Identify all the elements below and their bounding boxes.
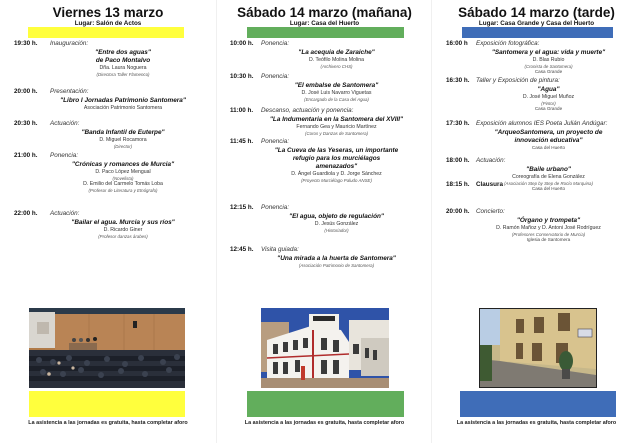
- event-speaker: D. Emilio del Carmelo Tomás Loba: [83, 181, 163, 188]
- event-item: [0, 40, 216, 77]
- event-title: "ArqueoSantomera, un proyecto de: [494, 129, 603, 136]
- event-header: [217, 204, 432, 213]
- event-title: "Libro I Jornadas Patrimonio Santomera": [60, 97, 186, 104]
- event-role: (Pintor): [541, 100, 556, 106]
- event-time: 16:00 h: [446, 40, 468, 47]
- color-bar-blue: [460, 391, 616, 417]
- event-item: [432, 181, 640, 190]
- event-speaker: D. Blas Rubio: [532, 57, 565, 63]
- column-sabado-manana: [216, 0, 432, 443]
- color-band-green: [247, 27, 404, 38]
- event-speaker: D. Miguel Rocamora: [99, 137, 147, 143]
- event-speaker: Fernando Gea y Mauricio Martínez: [296, 124, 377, 130]
- event-role: (Novelista): [112, 175, 134, 181]
- event-item: [217, 40, 432, 69]
- day-title: Sábado 14 marzo (tarde): [458, 5, 615, 20]
- event-time: 16:30 h.: [446, 77, 470, 84]
- event-item: [432, 208, 640, 243]
- event-time: 12:15 h.: [230, 204, 254, 211]
- event-header: [432, 120, 640, 129]
- event-speaker: D. José Luis Navarro Viguetas: [301, 90, 372, 96]
- event-header: [0, 152, 216, 161]
- event-venue: Casa Grande: [534, 69, 563, 75]
- event-header: [432, 181, 640, 190]
- event-speaker: Coreografía de Elena González: [512, 174, 585, 180]
- event-title: "El embalse de Santomera": [294, 82, 379, 89]
- photo-auditorium: [29, 308, 185, 388]
- event-speaker: D. Paco López Mengual: [95, 169, 151, 175]
- event-title: "Agua": [537, 86, 560, 93]
- event-time: 20:00 h.: [14, 88, 38, 95]
- footer-note: La asistencia a las jornadas es gratuita, hasta completar aforo: [456, 420, 617, 426]
- color-bar-yellow: [29, 391, 185, 417]
- event-speaker: D. Ramón Mañoz y D. Antoni José Rodríguez: [496, 225, 601, 231]
- column-sabado-tarde: [431, 0, 640, 443]
- event-type: Ponencia:: [261, 73, 290, 80]
- event-item: [217, 246, 432, 269]
- event-role: (Archivero CHS): [320, 63, 353, 69]
- event-item: [217, 107, 432, 136]
- photo-casa-grande: [479, 308, 597, 388]
- event-type: Actuación:: [476, 157, 506, 164]
- event-role: (Proyecto Murciélago Paludo ANSE): [301, 177, 372, 183]
- day-title: Viernes 13 marzo: [52, 5, 164, 20]
- event-title: "Entre dos aguas": [95, 49, 151, 56]
- event-title: "Una mirada a la huerta de Santomera": [277, 255, 396, 262]
- event-type: Exposición fotográfica:: [476, 40, 540, 47]
- event-type: Ponencia:: [261, 138, 290, 145]
- event-role: (Historiador): [324, 227, 349, 233]
- event-title: "La acequia de Zaraiche": [298, 49, 375, 56]
- event-title: "La Indumentaria en la Santomera del XVIII": [269, 116, 404, 123]
- event-item: [0, 88, 216, 112]
- event-time: 22:00 h.: [14, 210, 38, 217]
- event-time: 18:15 h.: [446, 181, 470, 188]
- event-time: 10:30 h.: [230, 73, 254, 80]
- column-viernes: [0, 0, 216, 443]
- event-type: Descanso, actuación y ponencia:: [261, 107, 354, 114]
- event-header: [217, 246, 432, 255]
- color-band-yellow: [28, 27, 184, 38]
- event-title: "Banda Infantil de Euterpe": [81, 129, 165, 136]
- event-item: [432, 120, 640, 151]
- event-header: [0, 210, 216, 219]
- event-header: [217, 73, 432, 82]
- event-venue: Iglesia de Santomera: [526, 237, 571, 243]
- event-time: 21:00 h.: [14, 152, 38, 159]
- event-item: [217, 204, 432, 233]
- event-title: "El agua, objeto de regulación": [289, 213, 384, 220]
- event-type: Ponencia:: [261, 40, 290, 47]
- venue-label: Lugar: Casa del Huerto: [289, 20, 360, 27]
- venue-label: Lugar: Casa Grande y Casa del Huerto: [478, 20, 595, 27]
- event-header: [217, 40, 432, 49]
- event-type: Ponencia:: [50, 152, 79, 159]
- event-time: 17:30 h.: [446, 120, 470, 127]
- event-venue: Casa del Huerto: [531, 145, 566, 150]
- event-header: [0, 120, 216, 129]
- event-header: [0, 40, 216, 49]
- event-role: (Asociación Patrimonio de Santomera): [298, 263, 375, 268]
- event-time: 18:00 h.: [446, 157, 470, 164]
- event-type: Visita guiada:: [261, 246, 299, 253]
- event-role: (Encargado de la Casa del Agua): [304, 96, 369, 102]
- event-item: [217, 73, 432, 102]
- event-time: 19:30 h.: [14, 40, 38, 47]
- event-speaker: D. Ángel Guardiola y D. Jorge Sánchez: [291, 171, 382, 177]
- event-title: amenazados": [315, 163, 358, 170]
- event-type: Inauguración:: [50, 40, 89, 47]
- event-speaker: D. Jesús González: [314, 221, 359, 227]
- event-speaker: D. Ricardo Giner: [103, 227, 143, 233]
- photo-casa-del-huerto: [261, 308, 389, 388]
- event-item: [0, 120, 216, 149]
- event-role: (Profesores Conservatorio de Murcia): [511, 231, 586, 237]
- event-title: "La Cueva de las Yeseras, un importante: [274, 147, 399, 154]
- event-time: 10:00 h.: [230, 40, 254, 47]
- event-time: 11:00 h.: [230, 107, 254, 114]
- event-title: de Paco Montalvo: [95, 57, 151, 64]
- event-type: Taller y Exposición de pintura:: [476, 77, 560, 84]
- event-role: (Coros y Danzas de Santomera): [305, 130, 368, 136]
- event-header: [217, 107, 432, 116]
- color-band-blue: [462, 27, 613, 38]
- event-title: "Crónicas y romances de Murcia": [71, 161, 175, 168]
- event-role: (Director): [113, 143, 133, 149]
- event-speaker: D. Teófilo Molina Molina: [309, 57, 364, 63]
- venue-label: Lugar: Salón de Actos: [74, 20, 142, 27]
- event-title: "Bailar el agua. Murcia y sus ríos": [71, 219, 175, 226]
- event-role: (Profesor danzas árabes): [98, 233, 148, 239]
- event-item: [432, 77, 640, 112]
- event-title: "Santomera y el agua: vida y muerte": [491, 49, 606, 56]
- event-time: 12:45 h.: [230, 246, 254, 253]
- event-item: [0, 152, 216, 193]
- event-type: Presentación:: [50, 88, 89, 95]
- event-header: [432, 157, 640, 166]
- event-header: [432, 40, 640, 49]
- event-title: "Órgano y trompeta": [516, 217, 581, 224]
- event-time: 11:45 h.: [230, 138, 254, 145]
- event-type: Actuación:: [50, 210, 80, 217]
- event-venue: Casa Grande: [534, 106, 563, 112]
- event-title: "Baile urbano": [526, 166, 571, 173]
- event-item: [0, 210, 216, 239]
- event-title: refugio para los murciélagos: [292, 155, 381, 162]
- event-role: (Cronista de Santomera): [524, 63, 573, 69]
- event-role: (Directora Taller Flamenco): [96, 71, 150, 77]
- event-item: [432, 40, 640, 75]
- event-type: Actuación:: [50, 120, 80, 127]
- event-header: [432, 208, 640, 217]
- event-type: Ponencia:: [261, 204, 290, 211]
- event-speaker: Dña. Laura Noguera: [99, 65, 147, 71]
- event-header: [432, 77, 640, 86]
- event-type: Exposición alumnos IES Poeta Julián Andúgar:: [476, 120, 608, 127]
- color-bar-green: [247, 391, 404, 417]
- event-item: [217, 138, 432, 183]
- event-header: [0, 88, 216, 97]
- event-header: [217, 138, 432, 147]
- event-time: 20:00 h.: [446, 208, 470, 215]
- day-title: Sábado 14 marzo (mañana): [237, 5, 412, 20]
- event-role: (Asociación Step by Step de Rocío Marquina): [504, 180, 593, 186]
- footer-note: La asistencia a las jornadas es gratuita, hasta completar aforo: [244, 420, 405, 426]
- event-venue: Casa del Huerto: [531, 186, 566, 192]
- event-type: Concierto:: [476, 208, 505, 215]
- event-time: 20:30 h.: [14, 120, 38, 127]
- event-type: Clausura: [476, 181, 503, 188]
- footer-note: La asistencia a las jornadas es gratuita, hasta completar aforo: [28, 420, 188, 426]
- event-title: innovación educativa": [514, 137, 583, 144]
- event-role: (Profesor de Literatura y Etnógrafo): [88, 187, 158, 193]
- event-speaker: D. José Miguel Muñoz: [522, 94, 575, 100]
- event-speaker: Asociación Patrimonio Santomera: [83, 105, 163, 111]
